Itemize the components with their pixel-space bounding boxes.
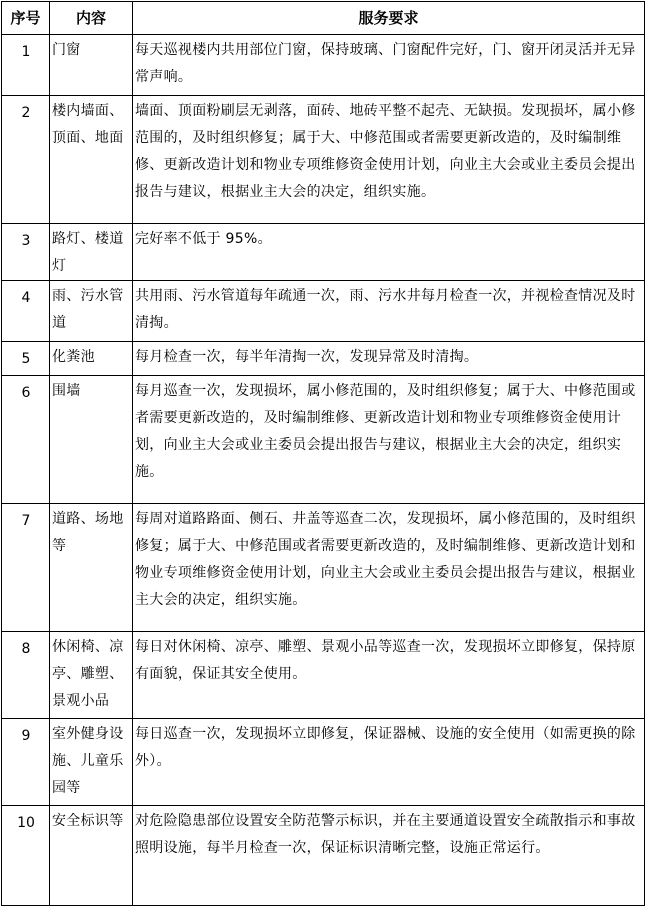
- row-num: 9: [2, 719, 50, 806]
- row-num: 10: [2, 806, 50, 906]
- row-content: 围墙: [50, 376, 133, 504]
- row-content: 路灯、楼道灯: [50, 224, 133, 281]
- row-requirement: 每月巡查一次，发现损坏，属小修范围的，及时组织修复；属于大、中修范围或者需要更新改造的，及时编制维修、更新改造计划和物业专项维修资金使用计划，向业主大会或业主委员会提出报告与建议，根据业主大会的决定，组织实施。: [133, 376, 645, 504]
- table-row: [2, 342, 645, 376]
- row-num: 8: [2, 632, 50, 719]
- row-requirement: 每周对道路路面、侧石、井盖等巡查二次，发现损坏，属小修范围的，及时组织修复；属于大、中修范围或者需要更新改造的，及时编制维修、更新改造计划和物业专项维修资金使用计划，向业主大会或业主委员会提出报告与建议，根据业主大会的决定，组织实施。: [133, 504, 645, 632]
- row-requirement: 共用雨、污水管道每年疏通一次，雨、污水井每月检查一次，并视检查情况及时清掏。: [133, 281, 645, 342]
- table-row: [2, 632, 645, 719]
- table-header-row: [2, 2, 645, 35]
- table-row: [2, 504, 645, 632]
- row-requirement: 完好率不低于 95%。: [133, 224, 645, 281]
- table-row: [2, 224, 645, 281]
- row-num: 3: [2, 224, 50, 281]
- row-requirement: 墙面、顶面粉刷层无剥落，面砖、地砖平整不起壳、无缺损。发现损坏，属小修范围的，及时组织修复；属于大、中修范围或者需要更新改造的，及时编制维修、更新改造计划和物业专项维修资金使用计划，向业主大会或业主委员会提出报告与建议，根据业主大会的决定，组织实施。: [133, 96, 645, 224]
- row-content: 化粪池: [50, 342, 133, 376]
- row-num: 1: [2, 35, 50, 96]
- row-content: 雨、污水管道: [50, 281, 133, 342]
- header-num: 序号: [2, 2, 50, 35]
- row-num: 6: [2, 376, 50, 504]
- table-row: [2, 96, 645, 224]
- header-content: 内容: [50, 2, 133, 35]
- row-requirement: 对危险隐患部位设置安全防范警示标识，并在主要通道设置安全疏散指示和事故照明设施，每半月检查一次，保证标识清晰完整，设施正常运行。: [133, 806, 645, 906]
- row-num: 2: [2, 96, 50, 224]
- header-requirement: 服务要求: [133, 2, 645, 35]
- row-content: 楼内墙面、顶面、地面: [50, 96, 133, 224]
- row-requirement: 每日巡查一次，发现损坏立即修复，保证器械、设施的安全使用（如需更换的除外）。: [133, 719, 645, 806]
- row-content: 休闲椅、凉亭、雕塑、景观小品: [50, 632, 133, 719]
- table-row: [2, 806, 645, 906]
- service-requirements-table: [1, 1, 645, 906]
- row-requirement: 每天巡视楼内共用部位门窗，保持玻璃、门窗配件完好，门、窗开闭灵活并无异常声响。: [133, 35, 645, 96]
- table-row: [2, 376, 645, 504]
- row-num: 5: [2, 342, 50, 376]
- row-requirement: 每日对休闲椅、凉亭、雕塑、景观小品等巡查一次，发现损坏立即修复，保持原有面貌，保证其安全使用。: [133, 632, 645, 719]
- table-row: [2, 35, 645, 96]
- row-content: 室外健身设施、儿童乐园等: [50, 719, 133, 806]
- row-content: 门窗: [50, 35, 133, 96]
- row-requirement: 每月检查一次，每半年清掏一次，发现异常及时清掏。: [133, 342, 645, 376]
- row-num: 4: [2, 281, 50, 342]
- row-content: 安全标识等: [50, 806, 133, 906]
- table-row: [2, 281, 645, 342]
- table-row: [2, 719, 645, 806]
- row-content: 道路、场地等: [50, 504, 133, 632]
- row-num: 7: [2, 504, 50, 632]
